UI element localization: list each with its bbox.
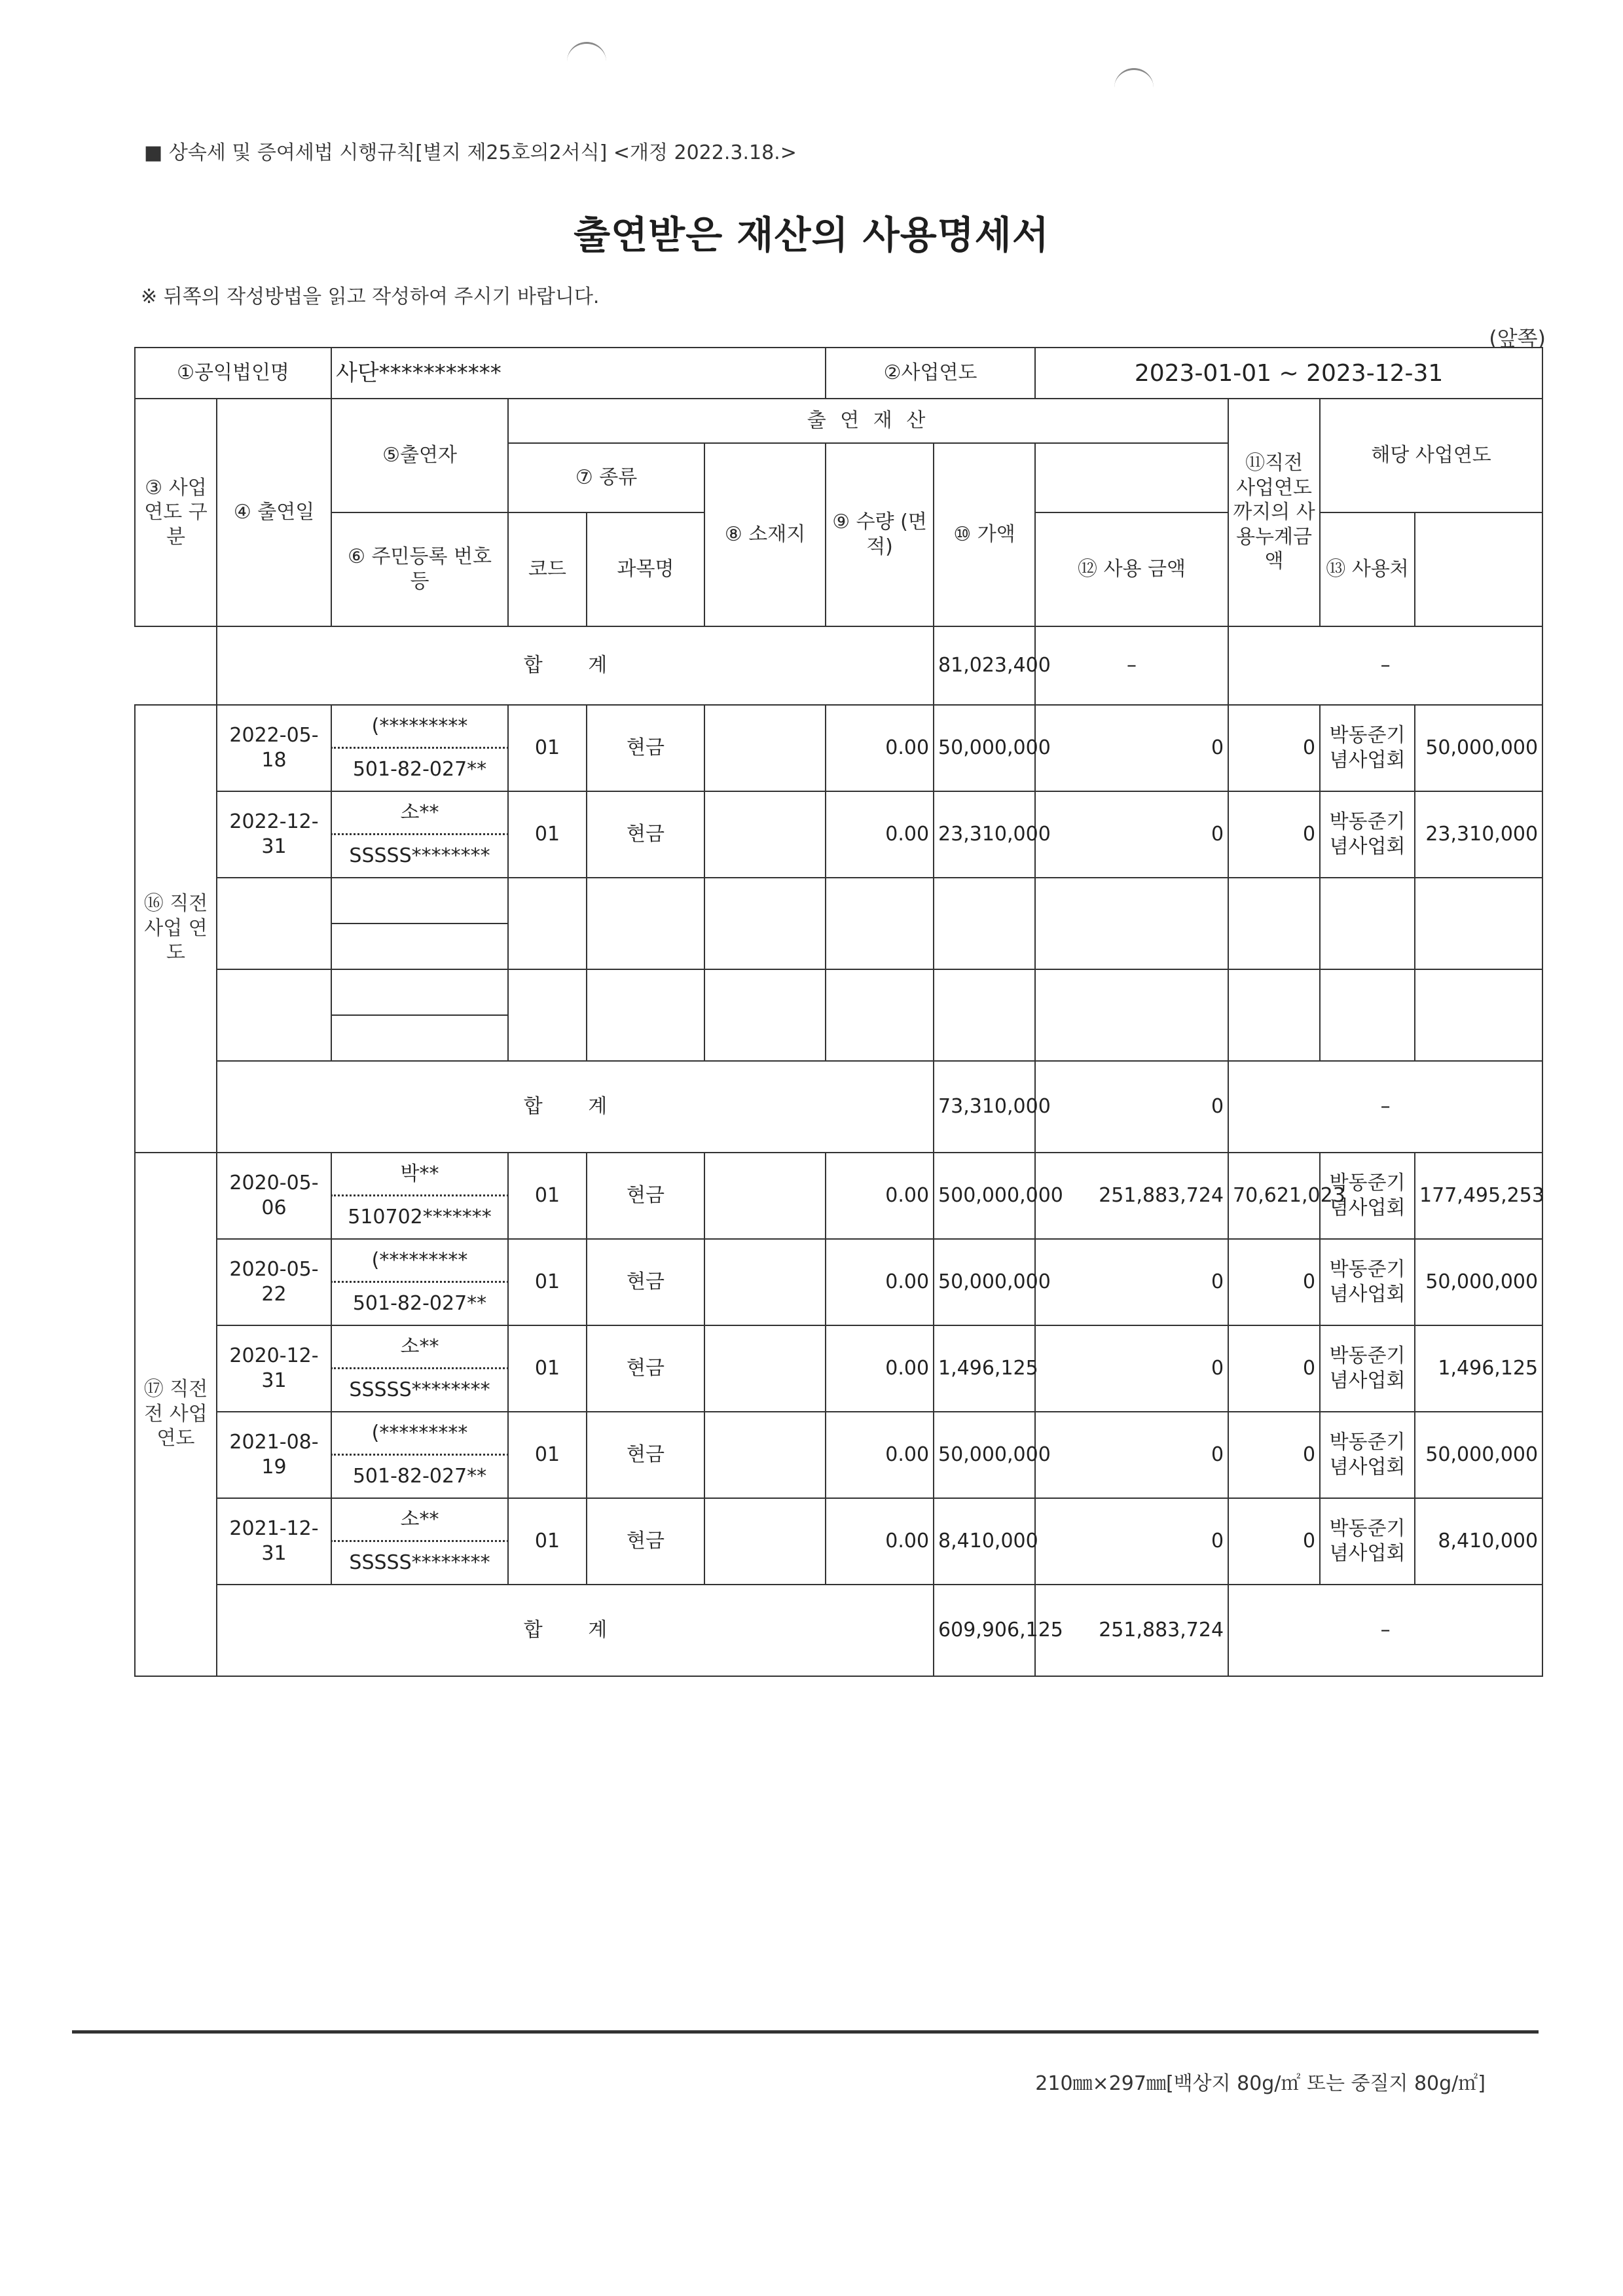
quantity: 0.00: [826, 705, 934, 791]
empty-row: [135, 878, 1542, 924]
item-name: 현금: [587, 705, 704, 791]
registration-no: SSSSS********: [331, 1541, 508, 1585]
total-label: 합 계: [217, 1061, 934, 1153]
col-value: ⑩ 가액: [934, 443, 1035, 626]
prior-cumulative: 0: [1035, 791, 1228, 878]
contribution-date: 2021-12-31: [217, 1498, 331, 1585]
value: 23,310,000: [934, 791, 1035, 878]
col-code: 코드: [508, 512, 587, 626]
registration-no: SSSSS********: [331, 834, 508, 878]
total-label: 합 계: [217, 1585, 934, 1676]
quantity: 0.00: [826, 1153, 934, 1239]
used-amount: 70,621,023: [1228, 1153, 1320, 1239]
location: [704, 1325, 826, 1412]
col-contributor: ⑤출연자: [331, 399, 508, 512]
quantity: 0.00: [826, 1325, 934, 1412]
location: [704, 1239, 826, 1325]
business-year-value: 2023-01-01 ~ 2023-12-31: [1035, 348, 1542, 399]
quantity: 0.00: [826, 791, 934, 878]
location: [704, 791, 826, 878]
column-header-row-1: [135, 399, 1542, 443]
year-before-prior-label: ⑰ 직전전 사업 연도: [135, 1153, 217, 1676]
quantity: 0.00: [826, 1412, 934, 1498]
year-before-prior-total-current: –: [1228, 1585, 1542, 1676]
value: 50,000,000: [934, 1239, 1035, 1325]
used-amount: 0: [1228, 1325, 1320, 1412]
value: 8,410,000: [934, 1498, 1035, 1585]
contribution-date: 2021-08-19: [217, 1412, 331, 1498]
table-row: [135, 791, 1542, 834]
kind-code: 01: [508, 1325, 587, 1412]
table-row: [135, 1498, 1542, 1541]
unused-amount: 8,410,000: [1415, 1498, 1542, 1585]
contribution-date: 2020-05-06: [217, 1153, 331, 1239]
kind-code: 01: [508, 791, 587, 878]
year-before-prior-total-value: 609,906,125: [934, 1585, 1035, 1676]
registration-no: SSSSS********: [331, 1369, 508, 1412]
used-where: 박동준기념사업회: [1320, 791, 1415, 878]
col-current-year: 해당 사업연도: [1320, 399, 1542, 512]
business-year-label: ②사업연도: [826, 348, 1035, 399]
unused-amount: 50,000,000: [1415, 1239, 1542, 1325]
punch-hole-mark: [1114, 68, 1154, 90]
top-total-prior-cumulative: –: [1035, 626, 1228, 705]
used-where: 박동준기념사업회: [1320, 705, 1415, 791]
contributor-name: (*********: [331, 705, 508, 748]
prior-cumulative: 0: [1035, 1498, 1228, 1585]
table-row: [135, 1325, 1542, 1369]
col-used-amount: ⑫ 사용 금액: [1035, 512, 1228, 626]
year-before-prior-total-prior-cumulative: 251,883,724: [1035, 1585, 1228, 1676]
item-name: 현금: [587, 1239, 704, 1325]
kind-code: 01: [508, 1412, 587, 1498]
top-total-current: –: [1228, 626, 1542, 705]
quantity: 0.00: [826, 1498, 934, 1585]
used-where: 박동준기념사업회: [1320, 1239, 1415, 1325]
col-prior-cumulative: ⑪직전 사업연도 까지의 사용누계금액: [1228, 399, 1320, 626]
page-title: 출연받은 재산의 사용명세서: [574, 213, 1049, 257]
col-kind: ⑦ 종류: [508, 443, 704, 512]
col-item-name: 과목명: [587, 512, 704, 626]
table-row: [135, 1412, 1542, 1455]
value: 500,000,000: [934, 1153, 1035, 1239]
contribution-date: 2020-12-31: [217, 1325, 331, 1412]
contribution-date: 2020-05-22: [217, 1239, 331, 1325]
kind-code: 01: [508, 705, 587, 791]
item-name: 현금: [587, 791, 704, 878]
col-year-type: ③ 사업 연도 구분: [135, 399, 217, 626]
registration-no: 501-82-027**: [331, 748, 508, 791]
prior-cumulative: 251,883,724: [1035, 1153, 1228, 1239]
kind-code: 01: [508, 1239, 587, 1325]
corp-name-value: 사단***********: [331, 348, 826, 399]
contributor-name: (*********: [331, 1412, 508, 1455]
location: [704, 1153, 826, 1239]
form-reference: ■ 상속세 및 증여세법 시행규칙[별지 제25호의2서식] <개정 2022.3.18.>: [144, 141, 797, 164]
used-where: 박동준기념사업회: [1320, 1325, 1415, 1412]
contribution-date: 2022-05-18: [217, 705, 331, 791]
col-quantity: ⑨ 수량 (면적): [826, 443, 934, 626]
contribution-date: 2022-12-31: [217, 791, 331, 878]
item-name: 현금: [587, 1325, 704, 1412]
col-registration-no: ⑥ 주민등록 번호 등: [331, 512, 508, 626]
usage-statement-table: [134, 347, 1543, 1677]
prior-year-total-current: –: [1228, 1061, 1542, 1153]
registration-no: 501-82-027**: [331, 1455, 508, 1498]
blank-cell: [135, 626, 217, 705]
value: 50,000,000: [934, 1412, 1035, 1498]
used-amount: 0: [1228, 791, 1320, 878]
unused-amount: 1,496,125: [1415, 1325, 1542, 1412]
page-side-label: (앞쪽): [1489, 326, 1546, 351]
unused-amount: 50,000,000: [1415, 1412, 1542, 1498]
prior-cumulative: 0: [1035, 705, 1228, 791]
empty-row: [135, 969, 1542, 1015]
contributor-name: 박**: [331, 1153, 508, 1196]
kind-code: 01: [508, 1498, 587, 1585]
used-amount: 0: [1228, 1239, 1320, 1325]
corp-info-row: [135, 348, 1542, 399]
location: [704, 705, 826, 791]
item-name: 현금: [587, 1498, 704, 1585]
used-where: 박동준기념사업회: [1320, 1153, 1415, 1239]
used-where: 박동준기념사업회: [1320, 1412, 1415, 1498]
location: [704, 1498, 826, 1585]
value: 1,496,125: [934, 1325, 1035, 1412]
prior-year-total-prior-cumulative: 0: [1035, 1061, 1228, 1153]
item-name: 현금: [587, 1412, 704, 1498]
location: [704, 1412, 826, 1498]
table-row: [135, 1153, 1542, 1196]
prior-year-total-value: 73,310,000: [934, 1061, 1035, 1153]
contributor-name: (*********: [331, 1239, 508, 1282]
col-location: ⑧ 소재지: [704, 443, 826, 626]
used-amount: 0: [1228, 705, 1320, 791]
paper-spec: 210㎜×297㎜[백상지 80g/㎡ 또는 중질지 80g/㎡]: [1035, 2072, 1486, 2095]
prior-cumulative: 0: [1035, 1412, 1228, 1498]
kind-code: 01: [508, 1153, 587, 1239]
contributor-name: 소**: [331, 791, 508, 834]
top-total-row: [135, 626, 1542, 705]
used-where: 박동준기념사업회: [1320, 1498, 1415, 1585]
punch-hole-mark: [567, 42, 606, 63]
unused-amount: 23,310,000: [1415, 791, 1542, 878]
footer-divider: [72, 2030, 1539, 2034]
used-amount: 0: [1228, 1412, 1320, 1498]
contributor-name: 소**: [331, 1498, 508, 1541]
table-row: [135, 705, 1542, 748]
instruction-note: ※ 뒤쪽의 작성방법을 읽고 작성하여 주시기 바랍니다.: [141, 285, 600, 308]
prior-year-label: ⑯ 직전 사업 연도: [135, 705, 217, 1153]
value: 50,000,000: [934, 705, 1035, 791]
col-used-where: ⑬ 사용처: [1320, 512, 1415, 626]
col-contribution-date: ④ 출연일: [217, 399, 331, 626]
total-label: 합 계: [217, 626, 934, 705]
year-before-prior-total-row: [135, 1585, 1542, 1676]
unused-amount: 50,000,000: [1415, 705, 1542, 791]
item-name: 현금: [587, 1153, 704, 1239]
top-total-value: 81,023,400: [934, 626, 1035, 705]
registration-no: 510702*******: [331, 1196, 508, 1239]
prior-cumulative: 0: [1035, 1325, 1228, 1412]
used-amount: 0: [1228, 1498, 1320, 1585]
table-row: [135, 1239, 1542, 1282]
prior-year-total-row: [135, 1061, 1542, 1153]
corp-name-label: ①공익법인명: [135, 348, 331, 399]
contributor-name: 소**: [331, 1325, 508, 1369]
registration-no: 501-82-027**: [331, 1282, 508, 1325]
unused-amount: 177,495,253: [1415, 1153, 1542, 1239]
col-contributed-property: 출 연 재 산: [508, 399, 1228, 443]
quantity: 0.00: [826, 1239, 934, 1325]
prior-cumulative: 0: [1035, 1239, 1228, 1325]
